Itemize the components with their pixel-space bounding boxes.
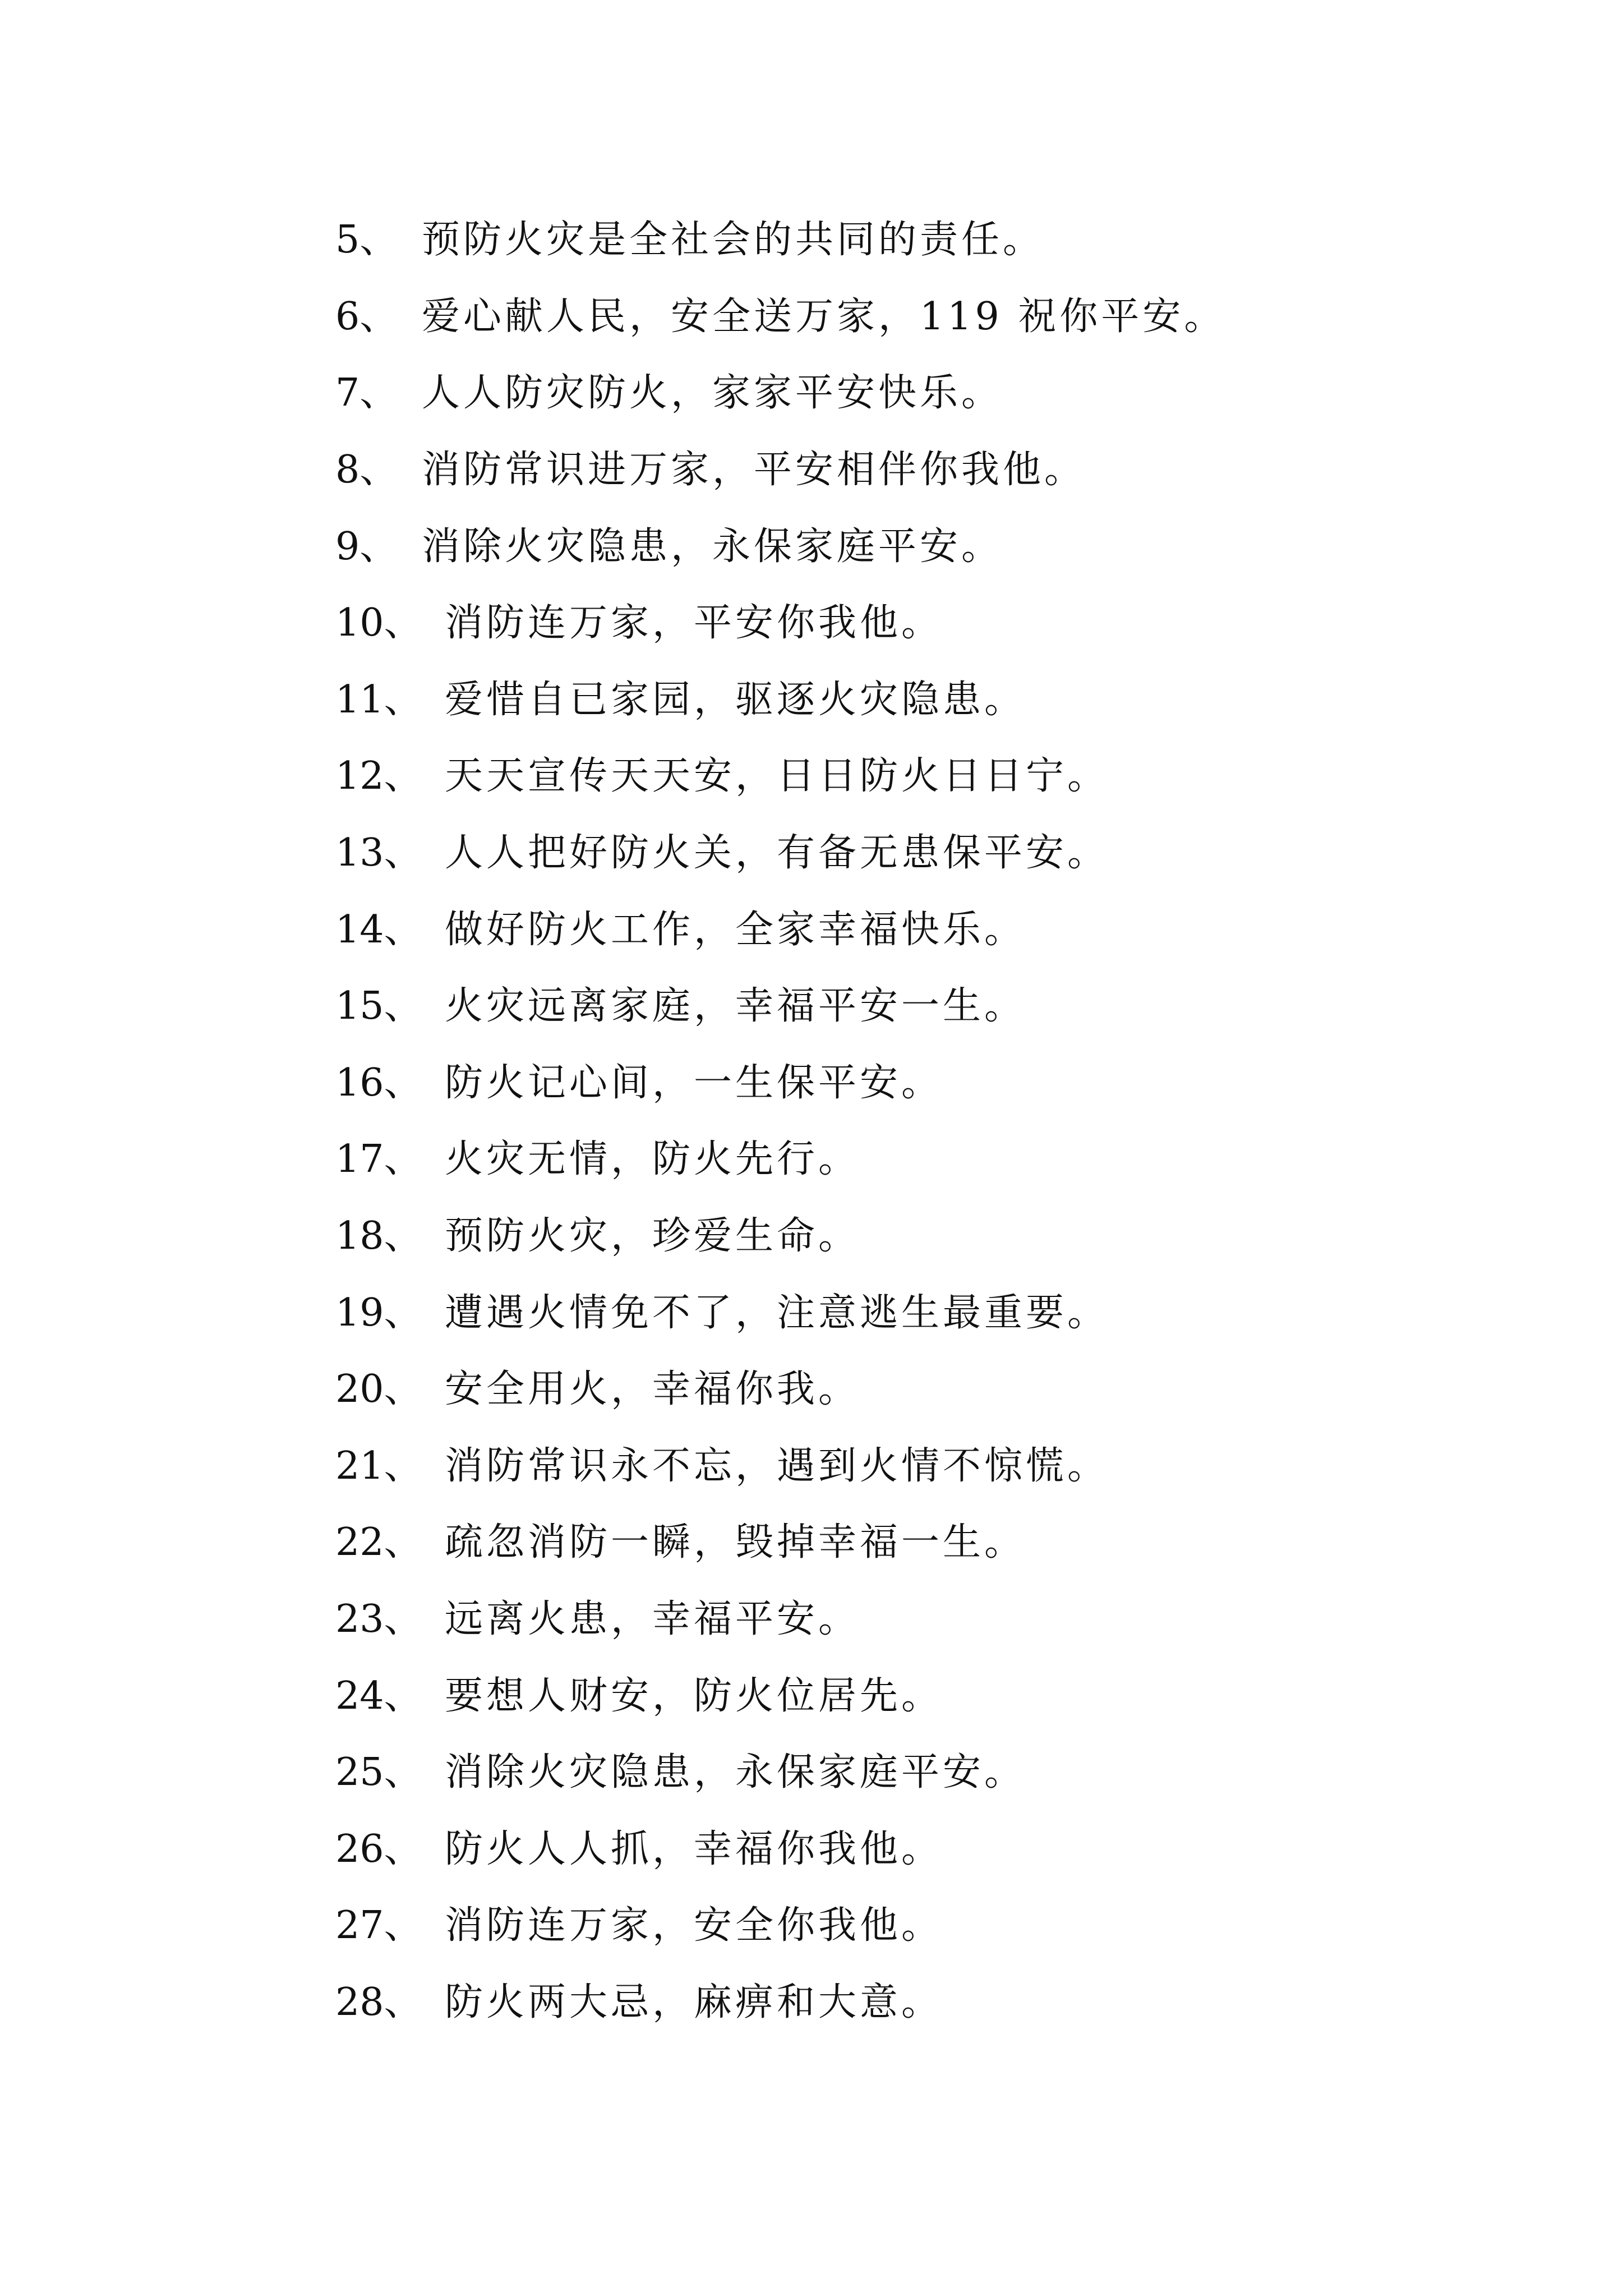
item-text: 远离火患，幸福平安。: [445, 1596, 860, 1641]
item-number: 19、: [335, 1290, 422, 1335]
list-item: [335, 738, 1485, 815]
item-number: 20、: [335, 1367, 422, 1412]
item-number: 5、: [335, 218, 398, 263]
list-item: [335, 1045, 1485, 1122]
item-number: 21、: [335, 1443, 422, 1488]
item-text: 安全用火，幸福你我。: [445, 1367, 860, 1412]
list-item: [335, 508, 1485, 585]
item-text: 防火记心间，一生保平安。: [445, 1060, 943, 1105]
item-text: 防火人人抓，幸福你我他。: [445, 1826, 943, 1871]
item-text: 火灾无情，防火先行。: [445, 1137, 860, 1182]
item-text: 做好防火工作，全家幸福快乐。: [445, 907, 1026, 952]
slogan-list: [335, 202, 1485, 2041]
item-number: 18、: [335, 1214, 422, 1259]
item-text: 遭遇火情免不了，注意逃生最重要。: [445, 1290, 1109, 1335]
item-number: 6、: [335, 294, 398, 339]
item-text: 爱惜自已家园，驱逐火灾隐患。: [445, 677, 1026, 722]
item-number: 15、: [335, 984, 422, 1029]
item-text: 消防连万家，平安你我他。: [445, 601, 943, 646]
list-item: [335, 1121, 1485, 1198]
item-number: 27、: [335, 1903, 422, 1948]
list-item: [335, 1888, 1485, 1964]
item-number: 24、: [335, 1673, 422, 1718]
item-number: 7、: [335, 371, 398, 416]
item-number: 22、: [335, 1520, 422, 1565]
list-item: [335, 432, 1485, 509]
item-number: 25、: [335, 1750, 422, 1795]
item-number: 11、: [335, 677, 422, 722]
list-item: [335, 1658, 1485, 1734]
list-item: [335, 662, 1485, 739]
list-item: [335, 1428, 1485, 1505]
item-number: 12、: [335, 754, 422, 799]
list-item: [335, 1811, 1485, 1888]
item-text: 消防连万家，安全你我他。: [445, 1903, 943, 1948]
list-item: [335, 279, 1485, 356]
item-text: 消除火灾隐患，永保家庭平安。: [422, 524, 1003, 569]
item-number: 14、: [335, 907, 422, 952]
list-item: [335, 891, 1485, 968]
item-number: 28、: [335, 1980, 422, 2024]
item-number: 16、: [335, 1060, 422, 1105]
list-item: [335, 1964, 1485, 2041]
item-number: 10、: [335, 601, 422, 646]
item-text: 防火两大忌，麻痹和大意。: [445, 1980, 943, 2024]
item-text: 人人防灾防火，家家平安快乐。: [422, 371, 1003, 416]
list-item: [335, 1198, 1485, 1275]
list-item: [335, 355, 1485, 432]
item-number: 17、: [335, 1137, 422, 1182]
item-text: 爱心献人民，安全送万家，119 祝你平安。: [422, 294, 1226, 339]
item-text: 天天宣传天天安，日日防火日日宁。: [445, 754, 1109, 799]
item-number: 26、: [335, 1826, 422, 1871]
list-item: [335, 585, 1485, 662]
list-item: [335, 1504, 1485, 1581]
list-item: [335, 815, 1485, 892]
item-text: 消防常识永不忘，遇到火情不惊慌。: [445, 1443, 1109, 1488]
item-text: 预防火灾是全社会的共同的责任。: [422, 218, 1045, 263]
item-number: 9、: [335, 524, 398, 569]
item-text: 消除火灾隐患，永保家庭平安。: [445, 1750, 1026, 1795]
item-text: 消防常识进万家，平安相伴你我他。: [422, 448, 1086, 493]
list-item: [335, 968, 1485, 1045]
list-item: [335, 1274, 1485, 1351]
list-item: [335, 1581, 1485, 1658]
item-number: 13、: [335, 831, 422, 876]
list-item: [335, 1734, 1485, 1811]
item-text: 疏忽消防一瞬，毁掉幸福一生。: [445, 1520, 1026, 1565]
item-number: 8、: [335, 448, 398, 493]
item-text: 火灾远离家庭，幸福平安一生。: [445, 984, 1026, 1029]
item-text: 人人把好防火关，有备无患保平安。: [445, 831, 1109, 876]
item-text: 预防火灾，珍爱生命。: [445, 1214, 860, 1259]
list-item: [335, 202, 1485, 279]
list-item: [335, 1351, 1485, 1428]
item-number: 23、: [335, 1596, 422, 1641]
item-text: 要想人财安，防火位居先。: [445, 1673, 943, 1718]
